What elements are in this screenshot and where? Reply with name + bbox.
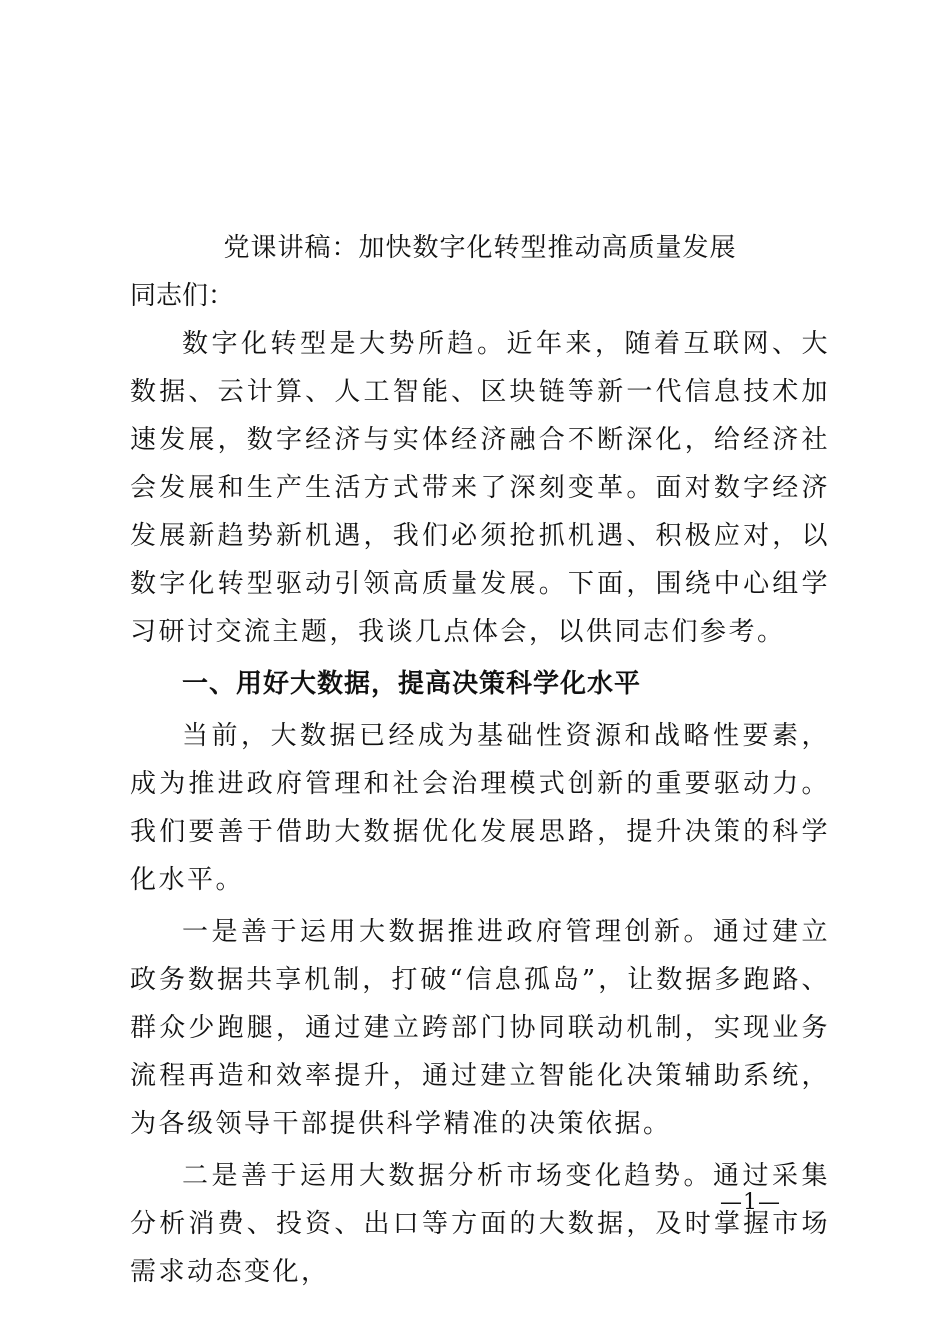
document-title: 党课讲稿：加快数字化转型推动高质量发展 <box>223 233 737 263</box>
section-paragraph: 一是善于运用大数据推进政府管理创新。通过建立政务数据共享机制，打破“信息孤岛”，让数据多跑路、群众少跑腿，通过建立跨部门协同联动机制，实现业务流程再造和效率提升，通过建立智能化决策辅助系统，为各级领导干部提供科学精准的决策依据。 <box>130 917 830 1139</box>
salutation: 同志们： <box>130 281 235 311</box>
page-number: —1— <box>720 1190 781 1215</box>
section-paragraph: 二是善于运用大数据分析市场变化趋势。通过采集分析消费、投资、出口等方面的大数据，及时掌握市场需求动态变化， <box>130 1161 830 1287</box>
document-body <box>130 272 830 1296</box>
section-heading: 一、用好大数据，提高决策科学化水平 <box>182 669 642 699</box>
intro-paragraph: 数字化转型是大势所趋。近年来，随着互联网、大数据、云计算、人工智能、区块链等新一代信息技术加速发展，数字经济与实体经济融合不断深化，给经济社会发展和生产生活方式带来了深刻变革。面对数字经济发展新趋势新机遇，我们必须抢抓机遇、积极应对，以数字化转型驱动引领高质量发展。下面，围绕中心组学习研讨交流主题，我谈几点体会，以供同志们参考。 <box>130 329 830 647</box>
section-paragraph: 当前，大数据已经成为基础性资源和战略性要素，成为推进政府管理和社会治理模式创新的重要驱动力。我们要善于借助大数据优化发展思路，提升决策的科学化水平。 <box>130 721 830 895</box>
